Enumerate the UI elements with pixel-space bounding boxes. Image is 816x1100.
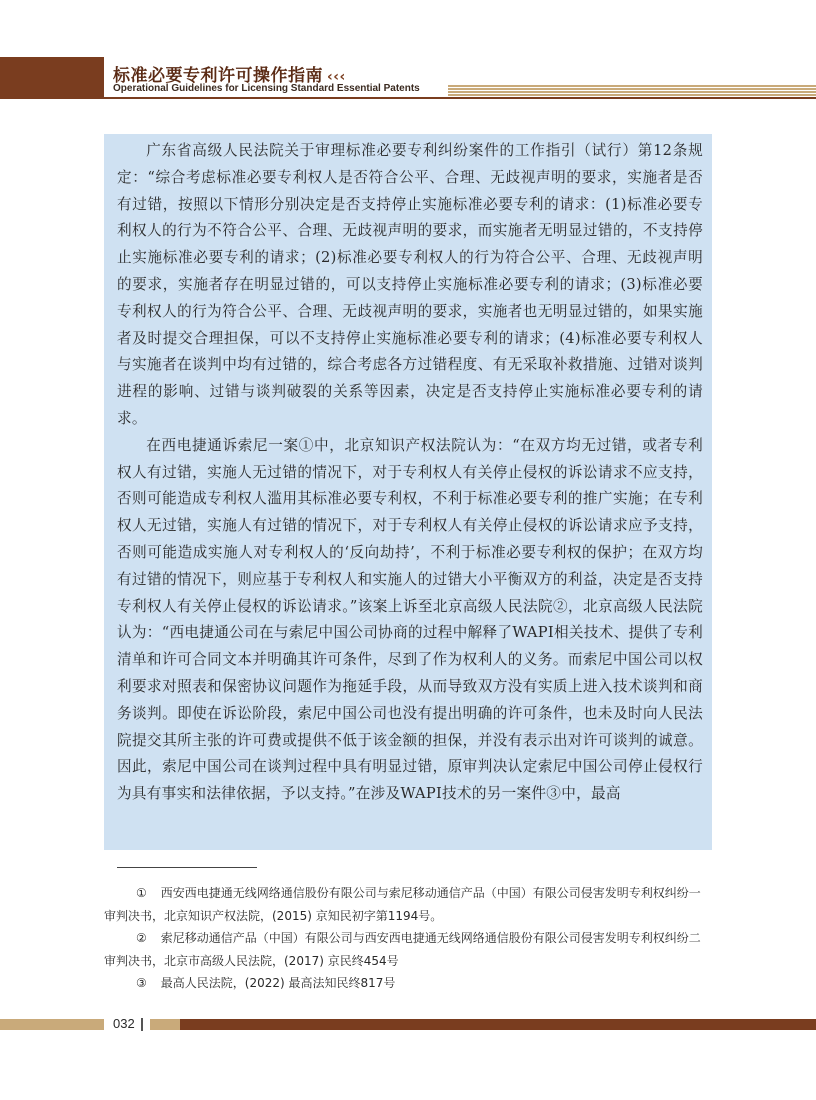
footnote-mark: ① [136, 886, 147, 900]
footnote-text: 索尼移动通信产品（中国）有限公司与西安西电捷通无线网络通信股份有限公司侵害发明专利权纠纷二审判决书，北京市高级人民法院，(2017) 京民终454号 [104, 931, 701, 968]
footer-left-band [0, 1019, 104, 1030]
header-stripes [448, 85, 816, 96]
page-number: 032 [113, 1016, 135, 1031]
paragraph: 在西电捷通诉索尼一案①中，北京知识产权法院认为：“在双方均无过错，或者专利权人有过错，实施人无过错的情况下，对于专利权人有关停止侵权的诉讼请求不应支持，否则可能造成专利权人滥用其标准必要专利权，不利于标准必要专利的推广实施；在专利权人无过错，实施人有过错的情况下，对于专利权人有关停止侵权的诉讼请求应予支持，否则可能造成实施人对专利权人的‘反向劫持’，不利于标准必要专利权的保护；在双方均有过错的情况下，则应基于专利权人和实施人的过错大小平衡双方的利益，决定是否支持专利权人有关停止侵权的诉讼请求。”该案上诉至北京高级人民法院②，北京高级人民法院认为：“西电捷通公司在与索尼中国公司协商的过程中解释了WAPI相关技术、提供了专利清单和许可合同文本并明确其许可条件，尽到了作为权利人的义务。而索尼中国公司以权利要求对照表和保密协议问题作为拖延手段，从而导致双方没有实质上进入技术谈判和商务谈判。即使在诉讼阶段，索尼中国公司也没有提出明确的许可条件，也未及时向人民法院提交其所主张的许可费或提供不低于该金额的担保，并没有表示出对许可谈判的诚意。因此，索尼中国公司在谈判过程中具有明显过错，原审判决认定索尼中国公司停止侵权行为具有事实和法律依据，予以支持。”在涉及WAPI技术的另一案件③中，最高 [117, 436, 703, 803]
footnote-text: 最高人民法院，(2022) 最高法知民终817号 [160, 976, 396, 990]
paragraph: 广东省高级人民法院关于审理标准必要专利纠纷案件的工作指引（试行）第12条规定：“综合考虑标准必要专利权人是否符合公平、合理、无歧视声明的要求，实施者是否有过错，按照以下情形分别决定是否支持停止实施标准必要专利的请求：(1)标准必要专利权人的行为不符合公平、合理、无歧视声明的要求，而实施者无明显过错的，不支持停止实施标准必要专利的请求；(2)标准必要专利权人的行为符合公平、合理、无歧视声明的要求，实施者存在明显过错的，可以支持停止实施标准必要专利的请求；(3)标准必要专利权人的行为符合公平、合理、无歧视声明的要求，实施者也无明显过错的，如果实施者及时提交合理担保，可以不支持停止实施标准必要专利的请求；(4)标准必要专利权人与实施者在谈判中均有过错的，综合考虑各方过错程度、有无采取补救措施、过错对谈判进程的影响、过错与谈判破裂的关系等因素，决定是否支持停止实施标准必要专利的请求。 [117, 142, 703, 427]
footnote [104, 927, 712, 972]
footer-main-band [180, 1019, 816, 1030]
header-left-bar [0, 57, 104, 99]
header-title-cn-text: 标准必要专利许可操作指南 [113, 66, 323, 86]
footnote-rule [117, 867, 257, 868]
footer-small-band [150, 1019, 180, 1030]
footnotes [104, 882, 712, 995]
footnote-mark: ② [136, 931, 147, 945]
header-arrows-icon: ‹‹‹ [327, 69, 346, 85]
footnote-mark: ③ [136, 976, 147, 990]
body-text [117, 138, 703, 808]
footnote [104, 882, 712, 927]
footnote [104, 972, 712, 995]
header-underline [104, 97, 816, 99]
footnote-text: 西安西电捷通无线网络通信股份有限公司与索尼移动通信产品（中国）有限公司侵害发明专利权纠纷一审判决书，北京知识产权法院，(2015) 京知民初字第1194号。 [104, 886, 701, 923]
header-title-en: Operational Guidelines for Licensing Standard Essential Patents [113, 83, 420, 94]
footer-divider [141, 1018, 143, 1031]
